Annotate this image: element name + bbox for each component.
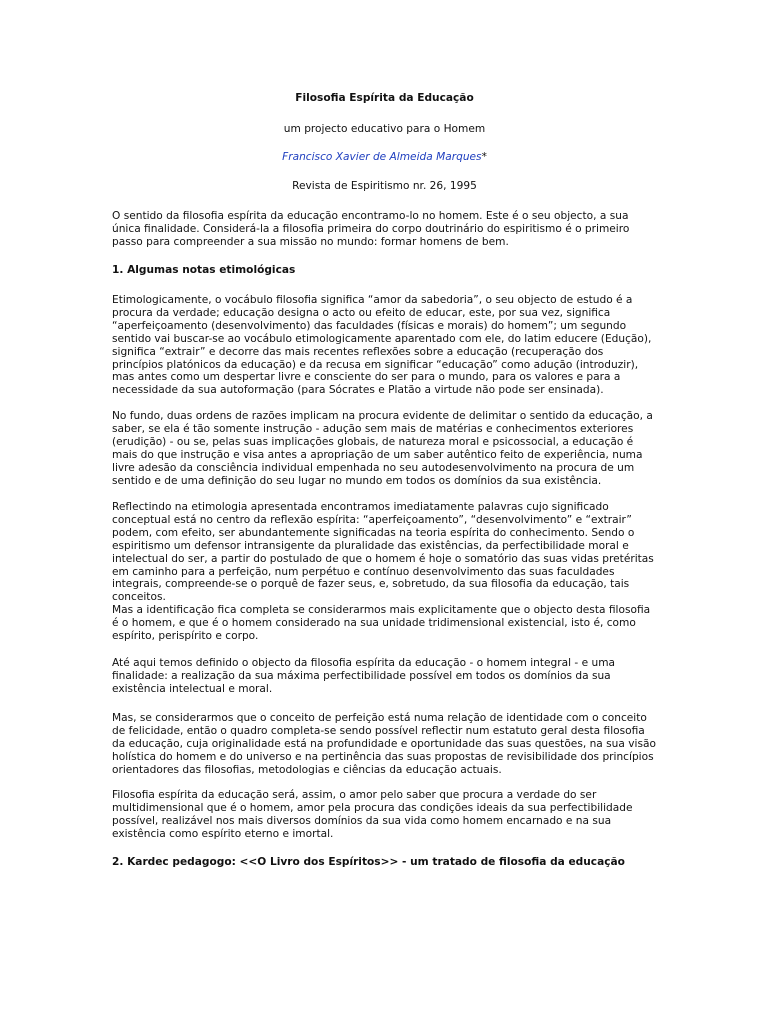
document-title: Filosofia Espírita da Educação (295, 92, 474, 104)
document-subtitle: um projecto educativo para o Homem (283, 123, 486, 135)
paragraph-etymology: Etimologicamente, o vocábulo filosofia significa “amor da sabedoria”, o seu objecto de estudo é a procura da verdade; educação designa o acto ou efeito de educar, este, por sua vez, significa “aperfeiçoamento (desenvolvimento) das faculdades (físicas e morais) do homem”; um segundo sentido vai buscar-se ao vocábulo etimologicamente aparentado com ele, do latim educere (Edução), significa “extrair” e decorre das mais recentes reflexões sobre a educação (recuperação dos princípios platónicos da educação) e da recusa em significar “educação” como adução (introduzir), mas antes como um despertar livre e consciente do ser para o mundo, para os valores e para a necessidade da sua autoformação (para Sócrates e Platão a virtude não pode ser ensinada). (112, 294, 652, 397)
paragraph-definition: Filosofia espírita da educação será, assim, o amor pelo saber que procura a verdade do ser multidimensional que é o homem, amor pela procura das condições ideais da sua perfectibilidade possível, realizável nos mais diversos domínios da sua vida como homem encarnado e na sua existência como espírito eterno e imortal. (112, 789, 633, 840)
intro-paragraph: O sentido da filosofia espírita da educação encontramo-lo no homem. Este é o seu objecto, a sua única finalidade. Considerá-la a filosofia primeira do corpo doutrinário do espiritismo é o primeiro passo para compreender a sua missão no mundo: formar homens de bem. (112, 210, 630, 248)
paragraph-object-defined: Até aqui temos definido o objecto da filosofia espírita da educação - o homem integral - e uma finalidade: a realização da sua máxima perfectibilidade possível em todos os domínios da sua existência intelectual e moral. (112, 657, 616, 695)
paragraph-identification: Mas a identificação fica completa se considerarmos mais explicitamente que o objecto desta filosofia é o homem, e que é o homem considerado na sua unidade tridimensional existencial, isto é, como espírito, perispírito e corpo. (112, 604, 651, 642)
paragraph-perfection: Mas, se considerarmos que o conceito de perfeição está numa relação de identidade com o conceito de felicidade, então o quadro completa-se sendo possível reflectir num estatuto geral desta filosofia da educação, cuja originalidade está na profundidade e oportunidade das suas questões, na sua visão holística do homem e do universo e na pertinência das suas propostas de revisibilidade dos princípios orientadores das filosofias, metodologias e ciências da educação actuais. (112, 712, 656, 776)
author-line (112, 151, 657, 164)
section-2-heading: 2. Kardec pedagogo: <<O Livro dos Espíritos>> - um tratado de filosofia da educação (112, 856, 625, 868)
paragraph-two-orders: No fundo, duas ordens de razões implicam na procura evidente de delimitar o sentido da educação, a saber, se ela é tão somente instrução - adução sem mais de matérias e conhecimentos exteriores (erudição) - ou se, pelas suas implicações globais, de natureza moral e psicossocial, a educação é mais do que instrução e visa antes a apropriação de um saber autêntico feito de experiência, numa livre adesão da consciência individual empenhada no seu autodesenvolvimento na procura de um sentido e de uma definição do seu lugar no mundo em todos os domínios da sua existência. (112, 410, 653, 487)
author-link[interactable]: Francisco Xavier de Almeida Marques (282, 151, 482, 163)
author-footnote-mark: * (481, 151, 487, 163)
source-citation: Revista de Espiritismo nr. 26, 1995 (292, 180, 477, 192)
section-1-heading: 1. Algumas notas etimológicas (112, 264, 296, 276)
paragraph-reflecting: Reflectindo na etimologia apresentada encontramos imediatamente palavras cujo significado conceptual está no centro da reflexão espírita: “aperfeiçoamento”, “desenvolvimento” e “extrair” podem, com efeito, ser abundantemente significadas na teoria espírita do conhecimento. Sendo o espiritismo um defensor intransigente da pluralidade das existências, da perfectibilidade moral e intelectual do ser, a partir do postulado de que o homem é hoje o somatório das suas vidas pretéritas em caminho para a perfeição, num perpétuo e contínuo desenvolvimento das suas faculdades integrais, compreende-se o porquê de fazer seus, e, sobretudo, da sua filosofia da educação, tais conceitos. (112, 501, 654, 604)
